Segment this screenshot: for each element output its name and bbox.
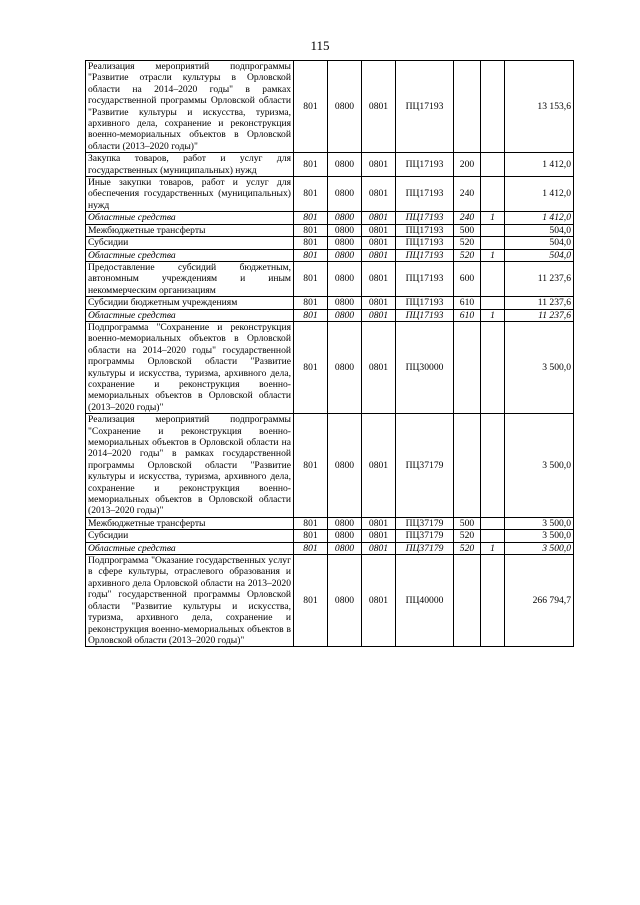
target-article-code: ПЦ17193 [396,249,454,261]
funding-source-code: 1 [481,212,505,224]
table-row [86,177,574,212]
funding-source-code [481,61,505,153]
subsection-code: 0801 [362,261,396,296]
ministry-code: 801 [294,261,328,296]
target-article-code: ПЦ17193 [396,61,454,153]
expense-type-code: 500 [454,224,481,236]
ministry-code: 801 [294,237,328,249]
table-row [86,530,574,542]
table-row [86,261,574,296]
target-article-code: ПЦ17193 [396,224,454,236]
subsection-code: 0801 [362,555,396,647]
subsection-code: 0801 [362,249,396,261]
section-code: 0800 [328,224,362,236]
target-article-code: ПЦ37179 [396,530,454,542]
target-article-code: ПЦ17193 [396,237,454,249]
row-name: Областные средства [86,212,294,224]
ministry-code: 801 [294,321,328,413]
amount: 1 412,0 [505,177,574,212]
section-code: 0800 [328,542,362,554]
table-row [86,297,574,309]
expense-type-code: 520 [454,249,481,261]
row-name: Субсидии [86,530,294,542]
section-code: 0800 [328,177,362,212]
target-article-code: ПЦ37179 [396,414,454,518]
ministry-code: 801 [294,309,328,321]
row-name: Субсидии бюджетным учреждениям [86,297,294,309]
amount: 3 500,0 [505,321,574,413]
section-code: 0800 [328,237,362,249]
funding-source-code [481,517,505,529]
expense-type-code: 520 [454,530,481,542]
amount: 1 412,0 [505,212,574,224]
table-row [86,309,574,321]
row-name: Закупка товаров, работ и услуг для государственных (муниципальных) нужд [86,153,294,177]
ministry-code: 801 [294,517,328,529]
row-name: Межбюджетные трансферты [86,517,294,529]
subsection-code: 0801 [362,212,396,224]
target-article-code: ПЦ17193 [396,309,454,321]
amount: 504,0 [505,224,574,236]
amount: 11 237,6 [505,309,574,321]
row-name: Реализация мероприятий подпрограммы "Сохранение и реконструкция военно-мемориальных объектов в Орловской области на 2014–2020 годы" в рамках государственной программы Орловской области "Развитие культуры и искусства, туризма, архивного дела, сохранение и реконструкция военно-мемориальных объектов в Орловской области (2013–2020 годы)" [86,414,294,518]
row-name: Областные средства [86,249,294,261]
section-code: 0800 [328,261,362,296]
subsection-code: 0801 [362,530,396,542]
table-row [86,555,574,647]
target-article-code: ПЦ17193 [396,261,454,296]
row-name: Областные средства [86,542,294,554]
amount: 266 794,7 [505,555,574,647]
subsection-code: 0801 [362,414,396,518]
funding-source-code: 1 [481,542,505,554]
ministry-code: 801 [294,153,328,177]
target-article-code: ПЦ37179 [396,542,454,554]
table-row [86,321,574,413]
amount: 3 500,0 [505,530,574,542]
section-code: 0800 [328,297,362,309]
funding-source-code [481,530,505,542]
section-code: 0800 [328,517,362,529]
amount: 1 412,0 [505,153,574,177]
table-row [86,237,574,249]
expense-type-code: 610 [454,297,481,309]
amount: 11 237,6 [505,297,574,309]
subsection-code: 0801 [362,542,396,554]
ministry-code: 801 [294,249,328,261]
amount: 11 237,6 [505,261,574,296]
subsection-code: 0801 [362,297,396,309]
funding-source-code [481,177,505,212]
section-code: 0800 [328,249,362,261]
funding-source-code: 1 [481,309,505,321]
table-row [86,224,574,236]
funding-source-code [481,153,505,177]
section-code: 0800 [328,530,362,542]
table-row [86,61,574,153]
section-code: 0800 [328,61,362,153]
expense-type-code: 240 [454,212,481,224]
row-name: Предоставление субсидий бюджетным, автономным учреждениям и иным некоммерческим организациям [86,261,294,296]
expense-type-code [454,555,481,647]
amount: 13 153,6 [505,61,574,153]
funding-source-code [481,237,505,249]
table-row [86,517,574,529]
subsection-code: 0801 [362,237,396,249]
section-code: 0800 [328,212,362,224]
row-name: Реализация мероприятий подпрограммы "Развитие отрасли культуры в Орловской области на 2014–2020 годы" в рамках государственной программы Орловской области "Развитие культуры и искусства, туризма, архивного дела, сохранение и реконструкция военно-мемориальных объектов в Орловской области (2013–2020 годы)" [86,61,294,153]
expense-type-code [454,321,481,413]
funding-source-code [481,224,505,236]
ministry-code: 801 [294,555,328,647]
funding-source-code [481,261,505,296]
row-name: Субсидии [86,237,294,249]
ministry-code: 801 [294,224,328,236]
expense-type-code: 240 [454,177,481,212]
subsection-code: 0801 [362,309,396,321]
amount: 3 500,0 [505,517,574,529]
funding-source-code: 1 [481,249,505,261]
expense-type-code: 520 [454,542,481,554]
ministry-code: 801 [294,542,328,554]
table-row [86,153,574,177]
section-code: 0800 [328,414,362,518]
ministry-code: 801 [294,530,328,542]
target-article-code: ПЦ40000 [396,555,454,647]
funding-source-code [481,414,505,518]
target-article-code: ПЦ30000 [396,321,454,413]
table-row [86,249,574,261]
expense-type-code: 600 [454,261,481,296]
expense-type-code: 500 [454,517,481,529]
expense-type-code [454,414,481,518]
target-article-code: ПЦ17193 [396,212,454,224]
row-name: Подпрограмма "Сохранение и реконструкция военно-мемориальных объектов в Орловской области на 2014–2020 годы" государственной программы Орловской области "Развитие культуры и искусства, туризма, архивного дела, сохранение и реконструкция военно-мемориальных объектов в Орловской области (2013–2020 годы)" [86,321,294,413]
amount: 3 500,0 [505,542,574,554]
ministry-code: 801 [294,297,328,309]
row-name: Иные закупки товаров, работ и услуг для обеспечения государственных (муниципальных) нужд [86,177,294,212]
section-code: 0800 [328,309,362,321]
expense-type-code [454,61,481,153]
target-article-code: ПЦ37179 [396,517,454,529]
budget-table-body [86,61,574,647]
ministry-code: 801 [294,177,328,212]
funding-source-code [481,321,505,413]
expense-type-code: 610 [454,309,481,321]
amount: 3 500,0 [505,414,574,518]
funding-source-code [481,297,505,309]
subsection-code: 0801 [362,153,396,177]
section-code: 0800 [328,321,362,413]
row-name: Подпрограмма "Оказание государственных услуг в сфере культуры, отраслевого образования и архивного дела Орловской области на 2013–2020 годы" государственной программы Орловской области "Развитие культуры и искусства, туризма, архивного дела, сохранение и реконструкция военно-мемориальных объектов в Орловской области (2013–2020 годы)" [86,555,294,647]
amount: 504,0 [505,237,574,249]
table-row [86,212,574,224]
subsection-code: 0801 [362,61,396,153]
section-code: 0800 [328,153,362,177]
subsection-code: 0801 [362,321,396,413]
expense-type-code: 520 [454,237,481,249]
table-row [86,542,574,554]
target-article-code: ПЦ17193 [396,177,454,212]
funding-source-code [481,555,505,647]
target-article-code: ПЦ17193 [396,297,454,309]
row-name: Межбюджетные трансферты [86,224,294,236]
ministry-code: 801 [294,61,328,153]
subsection-code: 0801 [362,517,396,529]
ministry-code: 801 [294,414,328,518]
subsection-code: 0801 [362,177,396,212]
page-number: 115 [310,38,330,53]
expense-type-code: 200 [454,153,481,177]
section-code: 0800 [328,555,362,647]
amount: 504,0 [505,249,574,261]
budget-table [85,60,574,647]
table-row [86,414,574,518]
subsection-code: 0801 [362,224,396,236]
target-article-code: ПЦ17193 [396,153,454,177]
ministry-code: 801 [294,212,328,224]
row-name: Областные средства [86,309,294,321]
